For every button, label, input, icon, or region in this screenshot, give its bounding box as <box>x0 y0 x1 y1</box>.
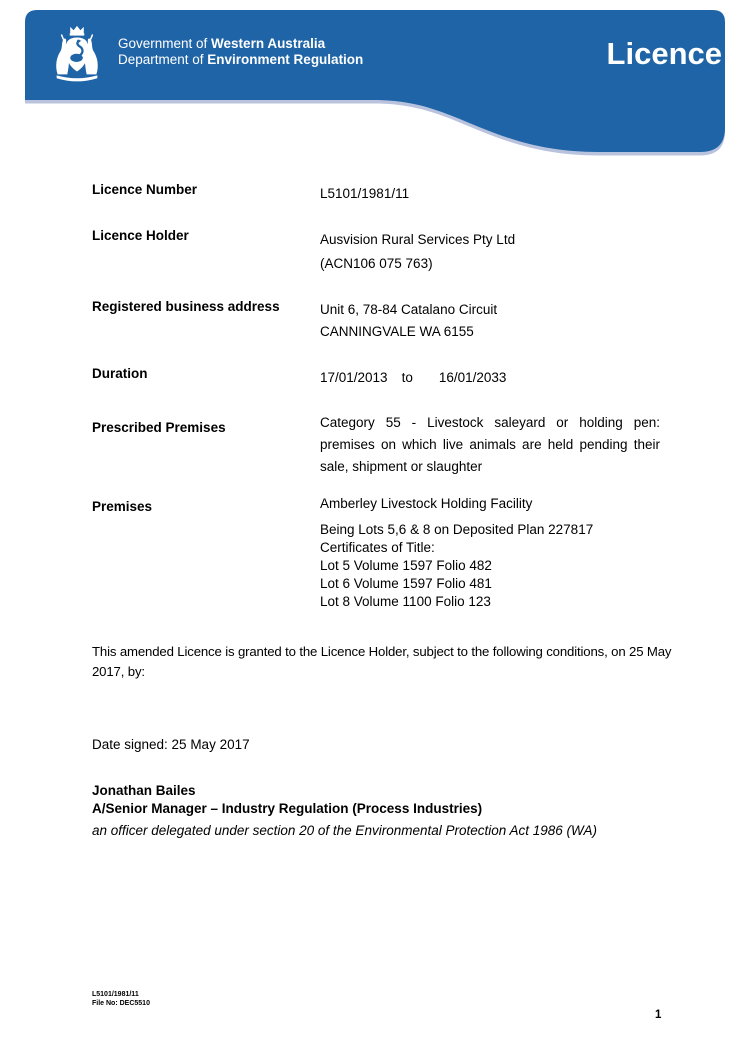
holder-acn: (ACN106 075 763) <box>320 256 433 271</box>
department-line: Department of Environment Regulation <box>118 52 364 67</box>
registered-address-value <box>320 299 497 343</box>
holder-name: Ausvision Rural Services Pty Ltd <box>320 232 516 247</box>
licence-holder-label: Licence Holder <box>92 228 189 243</box>
prescribed-premises-value: Category 55 - Livestock saleyard or holding pen: premises on which live animals are held pending their sale, shipment or slaughter <box>320 415 660 474</box>
duration-label: Duration <box>92 366 148 381</box>
registered-address-label: Registered business address <box>92 299 280 314</box>
footer-file-number: File No: DEC5510 <box>92 1000 150 1007</box>
wa-coat-of-arms-logo <box>46 22 108 86</box>
premises-label: Premises <box>92 499 153 514</box>
document-title: Licence <box>606 36 722 71</box>
date-signed: Date signed: 25 May 2017 <box>92 737 250 752</box>
signatory-name: Jonathan Bailes <box>92 783 196 798</box>
address-line-2: CANNINGVALE WA 6155 <box>320 324 474 339</box>
duration-start-date: 17/01/2013 <box>320 370 388 385</box>
page-number: 1 <box>655 1009 662 1021</box>
signatory-title: A/Senior Manager – Industry Regulation (Process Industries) <box>92 801 483 816</box>
grant-statement: This amended Licence is granted to the Licence Holder, subject to the following conditions, on 25 May 2017, by: <box>92 644 672 679</box>
licence-number-label: Licence Number <box>92 182 198 197</box>
prescribed-premises-label: Prescribed Premises <box>92 420 226 435</box>
premises-lots-line: Being Lots 5,6 & 8 on Deposited Plan 227817 <box>320 522 594 537</box>
premises-facility-name: Amberley Livestock Holding Facility <box>320 496 533 511</box>
premises-lot5-title: Lot 5 Volume 1597 Folio 482 <box>320 558 492 573</box>
address-line-1: Unit 6, 78-84 Catalano Circuit <box>320 302 498 317</box>
premises-lot8-title: Lot 8 Volume 1100 Folio 123 <box>320 594 491 609</box>
licence-holder-value <box>320 228 515 276</box>
header-department-text <box>118 36 363 68</box>
footer-licence-number: L5101/1981/11 <box>92 991 139 998</box>
premises-certificates-heading: Certificates of Title: <box>320 540 435 555</box>
premises-lot6-title: Lot 6 Volume 1597 Folio 481 <box>320 576 492 591</box>
duration-connector: to <box>401 370 413 385</box>
signatory-delegation: an officer delegated under section 20 of the Environmental Protection Act 1986 (WA) <box>92 823 598 838</box>
duration-value <box>320 366 506 389</box>
government-line: Government of Western Australia <box>118 36 326 51</box>
header-banner <box>0 0 750 170</box>
premises-value <box>320 495 660 611</box>
duration-end-date: 16/01/2033 <box>438 370 507 385</box>
footer-reference <box>92 990 150 1008</box>
licence-number-value: L5101/1981/11 <box>320 186 410 201</box>
